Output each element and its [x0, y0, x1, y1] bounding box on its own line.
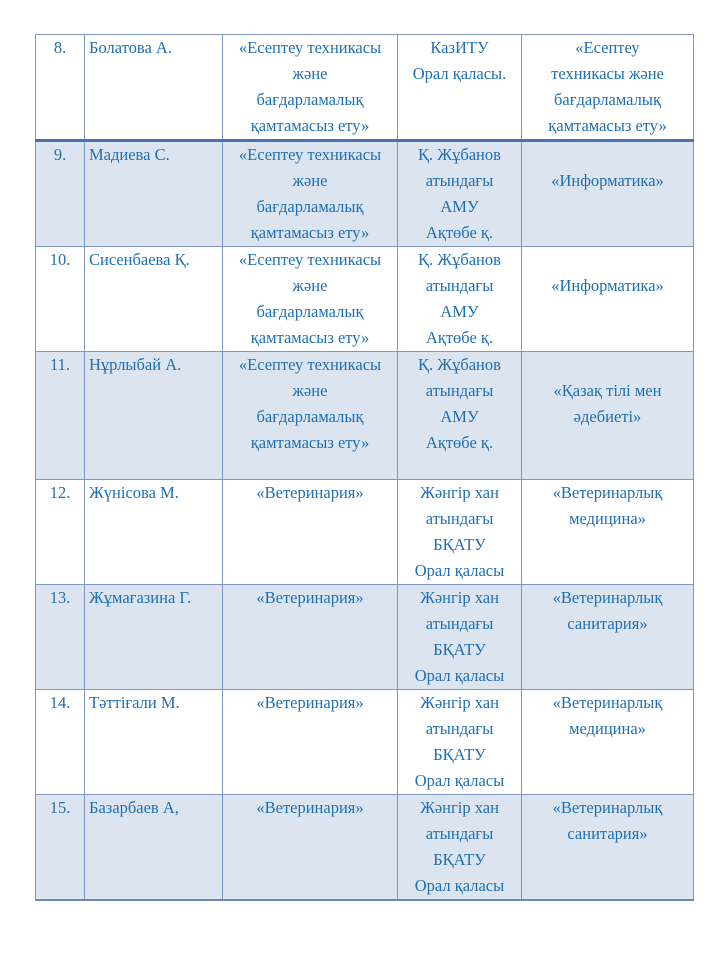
- specialty-line: және: [292, 171, 328, 190]
- student-name: Тәттіғали М.: [85, 690, 223, 795]
- specialty-line: қамтамасыз ету»: [250, 433, 370, 452]
- specialty-cell: [223, 690, 398, 795]
- university-line: атындағы: [425, 824, 494, 843]
- major-line: «Ветеринарлық: [552, 588, 663, 607]
- student-name: Жүнісова М.: [85, 480, 223, 585]
- specialty-line: бағдарламалық: [256, 90, 364, 109]
- university-line: БҚАТУ: [433, 535, 486, 554]
- row-number: 13.: [36, 585, 85, 690]
- major-line: «Қазақ тілі мен: [553, 381, 662, 400]
- student-table: [35, 34, 694, 901]
- student-name: Нұрлыбай А.: [85, 352, 223, 480]
- specialty-line: қамтамасыз ету»: [250, 116, 370, 135]
- university-cell: [398, 795, 522, 901]
- table-row: [36, 141, 694, 247]
- major-line: «Ветеринарлық: [552, 693, 663, 712]
- university-line: Жәнгір хан: [420, 693, 499, 712]
- student-name: Базарбаев А,: [85, 795, 223, 901]
- table-row: [36, 247, 694, 352]
- university-cell: [398, 35, 522, 141]
- university-line: КазИТУ: [430, 38, 489, 57]
- major-line: медицина»: [569, 509, 646, 528]
- row-number: 15.: [36, 795, 85, 901]
- university-line: Орал қаласы: [414, 876, 505, 895]
- row-number: 14.: [36, 690, 85, 795]
- table-row: [36, 480, 694, 585]
- table-row: [36, 352, 694, 480]
- row-number: 11.: [36, 352, 85, 480]
- university-line: БҚАТУ: [433, 745, 486, 764]
- university-line: АМУ: [440, 302, 479, 321]
- university-line: Қ. Жұбанов: [418, 145, 501, 164]
- major-line: санитария»: [567, 614, 648, 633]
- specialty-cell: [223, 585, 398, 690]
- university-line: атындағы: [425, 276, 494, 295]
- university-line: АМУ: [440, 407, 479, 426]
- specialty-cell: [223, 480, 398, 585]
- major-line: техникасы және: [551, 64, 664, 83]
- specialty-line: «Есептеу техникасы: [238, 355, 382, 374]
- specialty-cell: [223, 352, 398, 480]
- specialty-line: бағдарламалық: [256, 302, 364, 321]
- major-cell: [522, 690, 694, 795]
- row-number: 12.: [36, 480, 85, 585]
- specialty-line: «Ветеринария»: [256, 588, 364, 607]
- major-cell: [522, 247, 694, 352]
- major-line: әдебиеті»: [573, 407, 642, 426]
- major-line: «Информатика»: [551, 276, 664, 295]
- university-line: Қ. Жұбанов: [418, 250, 501, 269]
- specialty-line: қамтамасыз ету»: [250, 328, 370, 347]
- university-line: Жәнгір хан: [420, 588, 499, 607]
- university-line: Жәнгір хан: [420, 483, 499, 502]
- specialty-line: және: [292, 64, 328, 83]
- university-line: Орал қаласы.: [412, 64, 507, 83]
- university-line: атындағы: [425, 614, 494, 633]
- specialty-line: «Ветеринария»: [256, 693, 364, 712]
- specialty-line: «Ветеринария»: [256, 798, 364, 817]
- university-cell: [398, 352, 522, 480]
- university-line: Ақтөбе қ.: [425, 223, 494, 242]
- table-row: [36, 795, 694, 901]
- specialty-line: «Есептеу техникасы: [238, 145, 382, 164]
- student-name: Сисенбаева Қ.: [85, 247, 223, 352]
- specialty-line: «Есептеу техникасы: [238, 250, 382, 269]
- university-line: АМУ: [440, 197, 479, 216]
- major-line: медицина»: [569, 719, 646, 738]
- specialty-line: бағдарламалық: [256, 197, 364, 216]
- university-line: Қ. Жұбанов: [418, 355, 501, 374]
- specialty-line: «Есептеу техникасы: [238, 38, 382, 57]
- row-number: 9.: [36, 141, 85, 247]
- major-cell: [522, 795, 694, 901]
- university-line: Ақтөбе қ.: [425, 433, 494, 452]
- major-cell: [522, 141, 694, 247]
- major-cell: [522, 352, 694, 480]
- university-line: Жәнгір хан: [420, 798, 499, 817]
- major-cell: [522, 585, 694, 690]
- university-cell: [398, 690, 522, 795]
- student-name: Мадиева С.: [85, 141, 223, 247]
- university-line: БҚАТУ: [433, 640, 486, 659]
- university-cell: [398, 141, 522, 247]
- major-line: бағдарламалық: [554, 90, 661, 109]
- university-cell: [398, 480, 522, 585]
- table-row: [36, 35, 694, 141]
- row-number: 10.: [36, 247, 85, 352]
- specialty-cell: [223, 141, 398, 247]
- university-cell: [398, 585, 522, 690]
- specialty-line: қамтамасыз ету»: [250, 223, 370, 242]
- specialty-cell: [223, 247, 398, 352]
- student-name: Болатова А.: [85, 35, 223, 141]
- university-line: Орал қаласы: [414, 561, 505, 580]
- specialty-line: бағдарламалық: [256, 407, 364, 426]
- university-line: атындағы: [425, 719, 494, 738]
- major-line: «Информатика»: [551, 171, 664, 190]
- major-line: «Ветеринарлық: [552, 798, 663, 817]
- university-cell: [398, 247, 522, 352]
- table-row: [36, 690, 694, 795]
- major-cell: [522, 35, 694, 141]
- major-line: қамтамасыз ету»: [548, 116, 667, 135]
- university-line: атындағы: [425, 381, 494, 400]
- university-line: БҚАТУ: [433, 850, 486, 869]
- row-number: 8.: [36, 35, 85, 141]
- university-line: Ақтөбе қ.: [425, 328, 494, 347]
- student-name: Жұмағазина Г.: [85, 585, 223, 690]
- major-line: санитария»: [567, 824, 648, 843]
- specialty-cell: [223, 795, 398, 901]
- specialty-line: және: [292, 381, 328, 400]
- specialty-cell: [223, 35, 398, 141]
- university-line: Орал қаласы: [414, 666, 505, 685]
- university-line: Орал қаласы: [414, 771, 505, 790]
- major-line: «Ветеринарлық: [552, 483, 663, 502]
- specialty-line: «Ветеринария»: [256, 483, 364, 502]
- major-line: «Есептеу: [575, 38, 640, 57]
- table-row: [36, 585, 694, 690]
- university-line: атындағы: [425, 509, 494, 528]
- university-line: атындағы: [425, 171, 494, 190]
- specialty-line: және: [292, 276, 328, 295]
- major-cell: [522, 480, 694, 585]
